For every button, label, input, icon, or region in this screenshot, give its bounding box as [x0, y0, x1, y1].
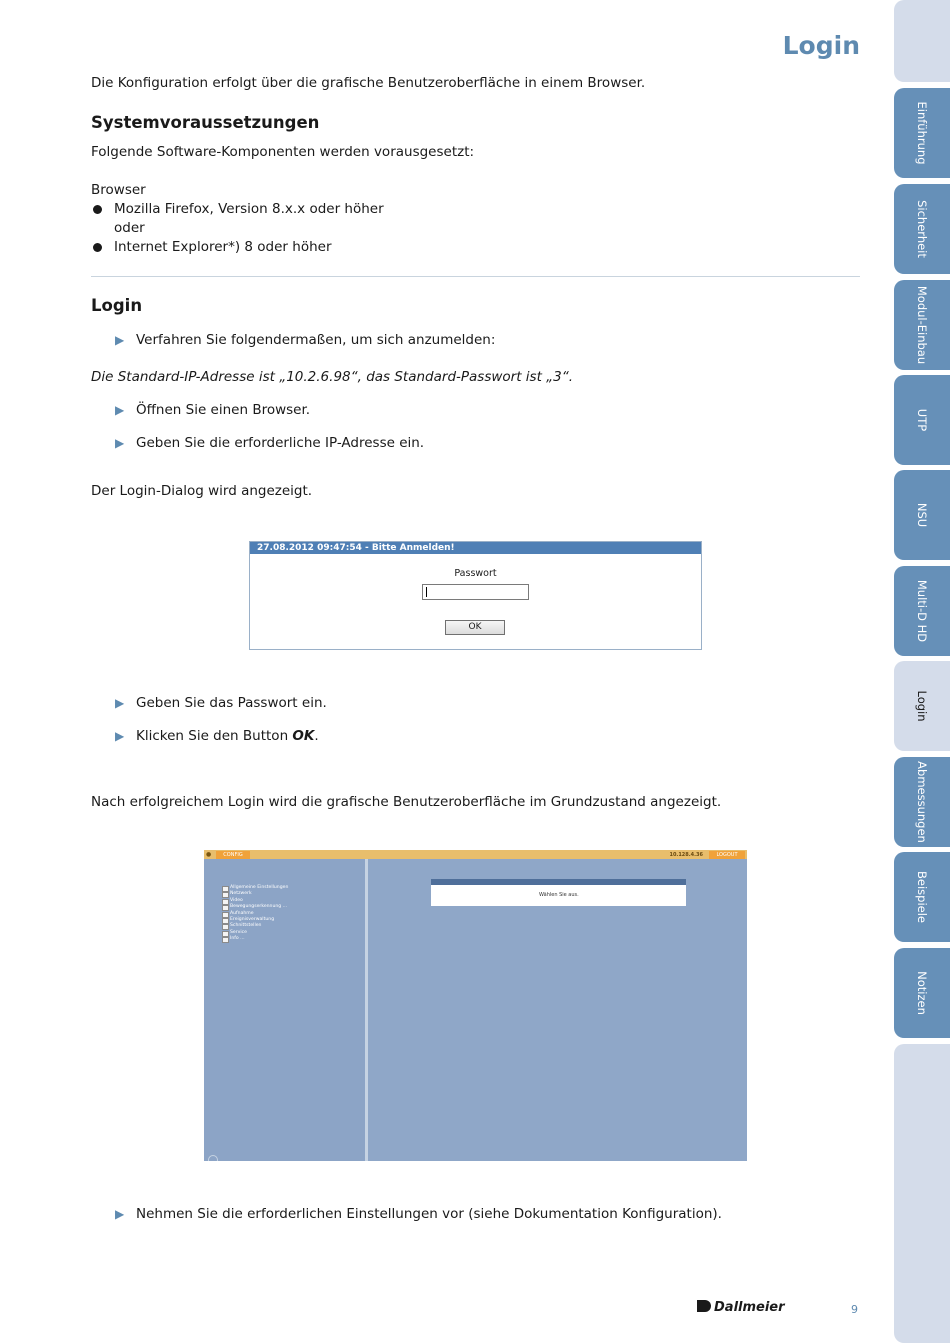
arrow-right-icon: ▶ — [115, 1207, 125, 1221]
arrow-right-icon: ▶ — [115, 729, 125, 743]
dialog-shown-text: Der Login-Dialog wird angezeigt. — [91, 483, 313, 499]
tab-spacer-top — [894, 0, 950, 82]
page-number: 9 — [851, 1303, 858, 1316]
menu-item-interfaces[interactable]: Schnittstellen — [222, 923, 288, 929]
ok-button[interactable]: OK — [445, 620, 505, 635]
arrow-right-icon: ▶ — [115, 436, 125, 450]
tab-spacer-bottom — [894, 1044, 950, 1343]
login-dialog-screenshot — [249, 541, 702, 650]
home-icon[interactable]: ● — [206, 851, 212, 858]
arrow-right-icon: ▶ — [115, 333, 125, 347]
step-item: ▶ Klicken Sie den Button OK. — [115, 728, 319, 744]
text-caret — [426, 587, 427, 597]
step-item: ▶ Geben Sie das Passwort ein. — [115, 695, 327, 711]
app-toolbar — [204, 850, 747, 859]
list-item-firefox: Mozilla Firefox, Version 8.x.x oder höher — [91, 200, 384, 219]
requirements-lead: Folgende Software-Komponenten werden vorausgesetzt: — [91, 144, 475, 160]
tab-notizen[interactable]: Notizen — [894, 948, 950, 1038]
step-item: ▶ Geben Sie die erforderliche IP-Adresse ein. — [115, 435, 425, 451]
tab-modul-einbau[interactable]: Modul-Einbau — [894, 280, 950, 370]
step-item: ▶ Verfahren Sie folgendermaßen, um sich anzumelden: — [115, 332, 496, 348]
requirements-heading: Systemvoraussetzungen — [91, 113, 320, 132]
intro-text: Die Konfiguration erfolgt über die grafische Benutzeroberfläche in einem Browser. — [91, 75, 646, 91]
list-item-ie: Internet Explorer*) 8 oder höher — [91, 238, 332, 257]
step-item: ▶ Öffnen Sie einen Browser. — [115, 402, 311, 418]
dallmeier-logo: Dallmeier — [697, 1300, 785, 1315]
ok-reference: OK — [292, 728, 315, 744]
password-label: Passwort — [454, 568, 497, 579]
menu-item-info[interactable]: Info ... — [222, 936, 288, 942]
step-item: ▶ Nehmen Sie die erforderlichen Einstellungen vor (siehe Dokumentation Konfiguration). — [115, 1206, 722, 1222]
tab-sicherheit[interactable]: Sicherheit — [894, 184, 950, 274]
config-ui-screenshot — [204, 850, 747, 1161]
logout-button[interactable]: LOGOUT — [709, 851, 745, 859]
config-tab[interactable]: CONFIG — [216, 851, 250, 859]
tab-utp[interactable]: UTP — [894, 375, 950, 465]
ip-address: 10.128.4.36 — [669, 852, 703, 858]
menu-item-network[interactable]: Netzwerk — [222, 891, 288, 897]
tab-beispiele[interactable]: Beispiele — [894, 852, 950, 942]
tab-multi-d-hd[interactable]: Multi-D HD — [894, 566, 950, 656]
tab-einfuehrung[interactable]: Einführung — [894, 88, 950, 178]
list-item-or: oder — [114, 220, 145, 236]
tab-login[interactable]: Login — [894, 661, 950, 751]
menu-item-recording[interactable]: Aufnahme — [222, 911, 288, 917]
menu-item-events[interactable]: Ereignisverwaltung — [222, 917, 288, 923]
app-sidebar — [204, 859, 368, 1161]
default-credentials-note: Die Standard-IP-Adresse ist „10.2.6.98“, das Standard-Passwort ist „3“. — [91, 369, 574, 385]
app-info-panel — [431, 879, 686, 906]
panel-text: Wählen Sie aus. — [539, 892, 579, 898]
page-title: Login — [782, 31, 860, 60]
menu-item-motion[interactable]: Bewegungserkennung ... — [222, 904, 288, 910]
menu-item-service[interactable]: Service — [222, 930, 288, 936]
password-input[interactable] — [422, 584, 529, 600]
dialog-title: 27.08.2012 09:47:54 - Bitte Anmelden! — [250, 542, 701, 554]
login-heading: Login — [91, 296, 143, 315]
section-divider — [91, 276, 860, 277]
menu-item-video[interactable]: Video — [222, 898, 288, 904]
arrow-right-icon: ▶ — [115, 696, 125, 710]
arrow-right-icon: ▶ — [115, 403, 125, 417]
browser-label: Browser — [91, 182, 146, 198]
tab-nsu[interactable]: NSU — [894, 470, 950, 560]
configuration-doc-link[interactable]: Konfiguration — [622, 1206, 713, 1222]
config-menu — [222, 885, 288, 943]
status-circle-icon — [208, 1155, 218, 1161]
chapter-tabs — [894, 0, 950, 1343]
menu-item-general[interactable]: Allgemeine Einstellungen — [222, 885, 288, 891]
after-login-text: Nach erfolgreichem Login wird die grafische Benutzeroberfläche im Grundzustand angezeigt. — [91, 794, 722, 810]
tab-abmessungen[interactable]: Abmessungen — [894, 757, 950, 847]
dallmeier-mark-icon — [697, 1300, 711, 1312]
